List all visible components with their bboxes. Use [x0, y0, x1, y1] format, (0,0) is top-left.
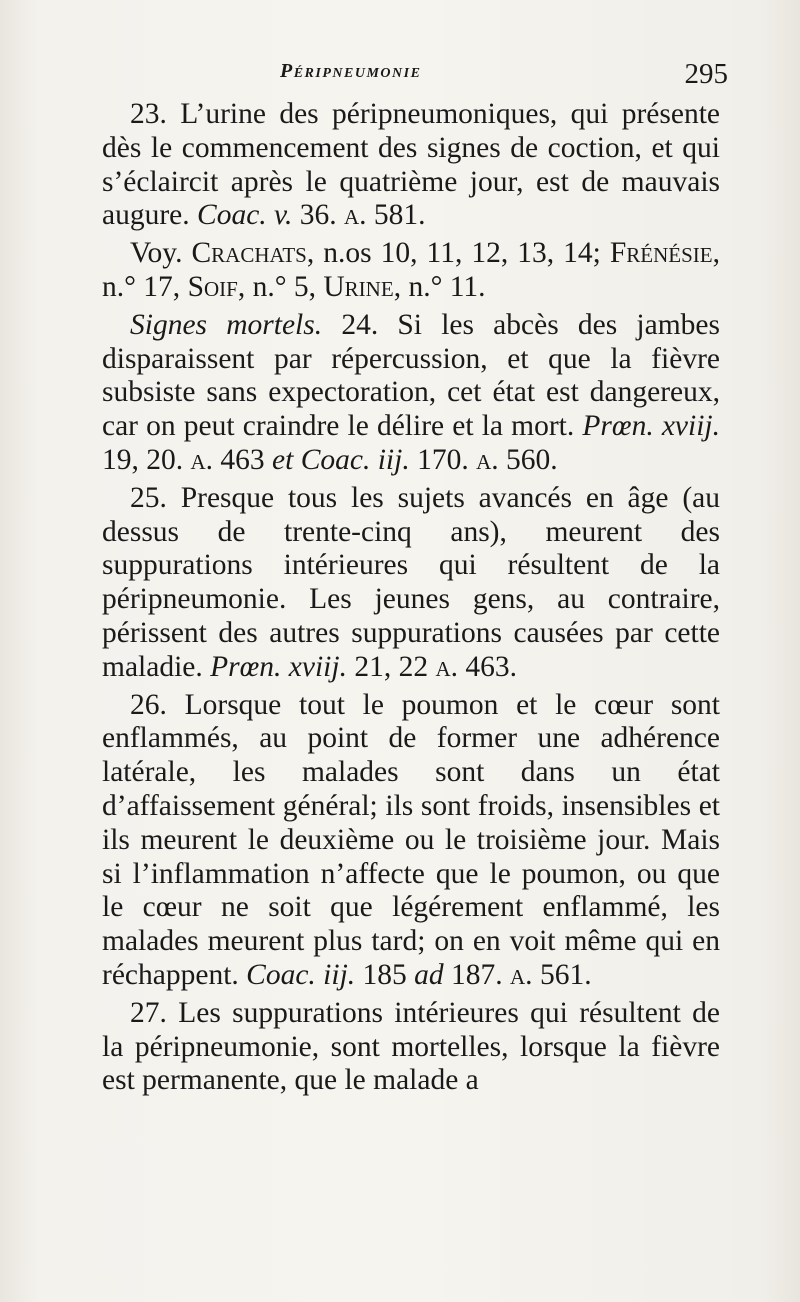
paragraph-23	[102, 98, 720, 233]
body-text	[102, 98, 720, 1098]
paragraph-26	[102, 689, 720, 993]
text-segment: 561.	[532, 958, 592, 991]
text-segment: a.	[190, 443, 214, 476]
text-segment: 170.	[409, 443, 477, 476]
paragraph-27	[102, 997, 720, 1098]
text-segment: 187.	[443, 958, 511, 991]
text-segment: Coac. v.	[197, 199, 293, 232]
text-segment: a.	[343, 199, 367, 232]
text-segment: Prœn. xviij.	[210, 650, 347, 683]
text-segment: Voy.	[130, 237, 192, 270]
paragraph-24	[102, 309, 720, 478]
text-segment: 19, 20.	[102, 443, 191, 476]
paragraph-voy-references	[102, 237, 720, 305]
text-segment: 27. Les suppurations intérieures qui résultent de la péripneumonie, sont mortelles, lorsque la fièvre est permanente, que le malade a	[102, 996, 720, 1097]
text-segment: 463.	[458, 650, 517, 683]
text-segment: ad	[414, 958, 444, 991]
text-segment: 21, 22	[346, 650, 436, 683]
text-segment: a.	[435, 650, 458, 683]
running-title: Péripneumonie	[280, 60, 422, 82]
text-segment: 463	[213, 443, 273, 476]
text-segment: et Coac. iij.	[272, 443, 410, 476]
text-segment: , n.os 10, 11, 12, 13, 14;	[306, 237, 610, 270]
text-segment: 185	[355, 958, 415, 991]
page-header	[102, 58, 728, 98]
text-segment: 581.	[366, 199, 426, 232]
text-segment: Signes mortels.	[130, 308, 323, 341]
text-segment: 23. L’urine des péripneumoniques, qui présente dès le commencement des signes de coction, et qui s’éclaircit après le quatrième jour, est de mauvais augure.	[102, 98, 720, 232]
paragraph-25	[102, 482, 720, 685]
text-segment: , n.° 17,	[102, 237, 720, 303]
text-segment: Urine	[323, 270, 394, 303]
text-segment: Prœn. xviij.	[582, 410, 720, 443]
text-segment: a.	[476, 443, 499, 476]
text-segment: Frénésie	[609, 237, 713, 270]
text-segment: 26. Lorsque tout le poumon et le cœur sont enflammés, au point de former une adhérence latérale, les malades sont dans un état d’affaissement général; ils sont froids, insensibles et ils meurent le deuxième ou le troisième jour. Mais si l’inflammation n’affecte que le poumon, ou que le cœur ne soit que légérement enflammé, les malades meurent plus tard; on en voit même qui en réchappent.	[102, 688, 720, 991]
text-segment: 25. Presque tous les sujets avancés en âge (au dessus de trente-cinq ans), meurent des suppurations intérieures qui résultent de la péripneumonie. Les jeunes gens, au contraire, périssent des autres suppurations causées par cette maladie.	[102, 481, 720, 683]
text-segment: Crachats	[191, 237, 307, 270]
text-segment: 36.	[292, 199, 344, 232]
text-segment: Soif	[187, 270, 238, 303]
text-segment: Coac. iij.	[246, 958, 356, 991]
text-segment: a.	[510, 958, 533, 991]
text-segment: , n.° 5,	[237, 270, 324, 303]
page-number: 295	[684, 58, 728, 90]
text-segment: , n.° 11.	[393, 270, 486, 303]
text-segment: 24. Si les abcès des jambes disparaissent par répercussion, et que la fièvre subsiste sans expectoration, cet état est dangereux, car on peut craindre le délire et la mort.	[102, 308, 720, 443]
text-segment: 560.	[498, 443, 558, 476]
